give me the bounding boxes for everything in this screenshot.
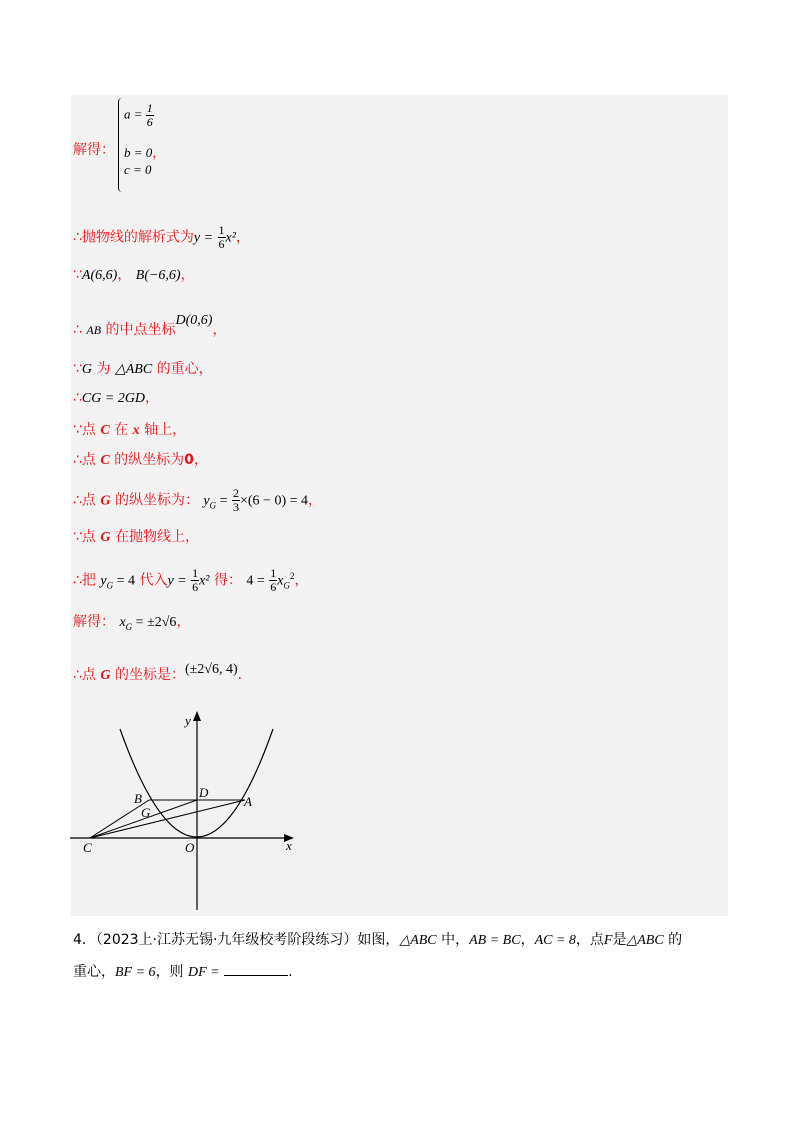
solution-line-7: ∵点 C 在 x 轴上，	[73, 422, 187, 438]
point-c-label: C	[83, 840, 92, 855]
solution-line-12: 解得： $x_G = \pm 2√6$，	[73, 614, 191, 632]
system-row-a: a = $\frac{1}{6}$	[124, 101, 153, 129]
question-4-line-2: 重心，BF = 6，则 DF = .	[73, 961, 293, 981]
solve-label: 解得：	[73, 142, 115, 158]
answer-blank[interactable]	[224, 961, 288, 976]
solution-line-11: ∴把 $y_G = 4$ 代入y = $\frac{1}{6}$ x² 得： 4 = $\frac{1}{6}$ $x_G^2$，	[73, 566, 309, 595]
solution-line-9: ∴点 G 的纵坐标为： $y_G$ = $\frac{2}{3}$ ×(6 − 0) = 4，	[73, 486, 322, 514]
equation-system	[118, 98, 198, 194]
solution-line-5: ∵G 为 △ABC 的重心，	[73, 361, 213, 377]
solution-line-3: ∵A(6,6)， B(−6,6)，	[73, 267, 195, 283]
solution-line-13: ∴点 G 的坐标是：(±2√6, 4).	[73, 662, 243, 683]
x-axis-label: x	[286, 838, 292, 853]
point-d-label: D	[199, 785, 209, 800]
solution-line-6: ∴CG = 2GD，	[73, 390, 160, 406]
point-o-label: O	[185, 840, 195, 855]
solution-line-1	[73, 141, 115, 159]
segment-ca	[90, 800, 245, 838]
point-a-label: A	[244, 794, 252, 809]
question-4-line-1: 4．（2023上·江苏无锡·九年级校考阶段练习）如图，△ABC 中，AB = BC，AC = 8，点F是△ABC 的	[73, 932, 683, 948]
parabola-graph	[70, 705, 310, 915]
point-g-label: G	[141, 805, 151, 820]
y-axis-arrow	[193, 711, 201, 721]
solution-line-4: ∴ AB 的中点坐标D(0,6)，	[73, 313, 227, 338]
solution-line-10: ∵点 G 在抛物线上，	[73, 529, 199, 545]
solution-line-8: ∴点 C 的纵坐标为0，	[73, 452, 208, 468]
system-row-b: b = 0，	[124, 145, 166, 161]
point-b-label: B	[134, 791, 142, 806]
fraction-a: $\frac{1}{6}$	[146, 101, 153, 129]
solution-line-2: ∴抛物线的解析式为y = $\frac{1}{6}$ x²，	[73, 223, 250, 251]
y-axis-label: y	[185, 713, 191, 728]
system-row-c: c = 0	[124, 162, 152, 177]
